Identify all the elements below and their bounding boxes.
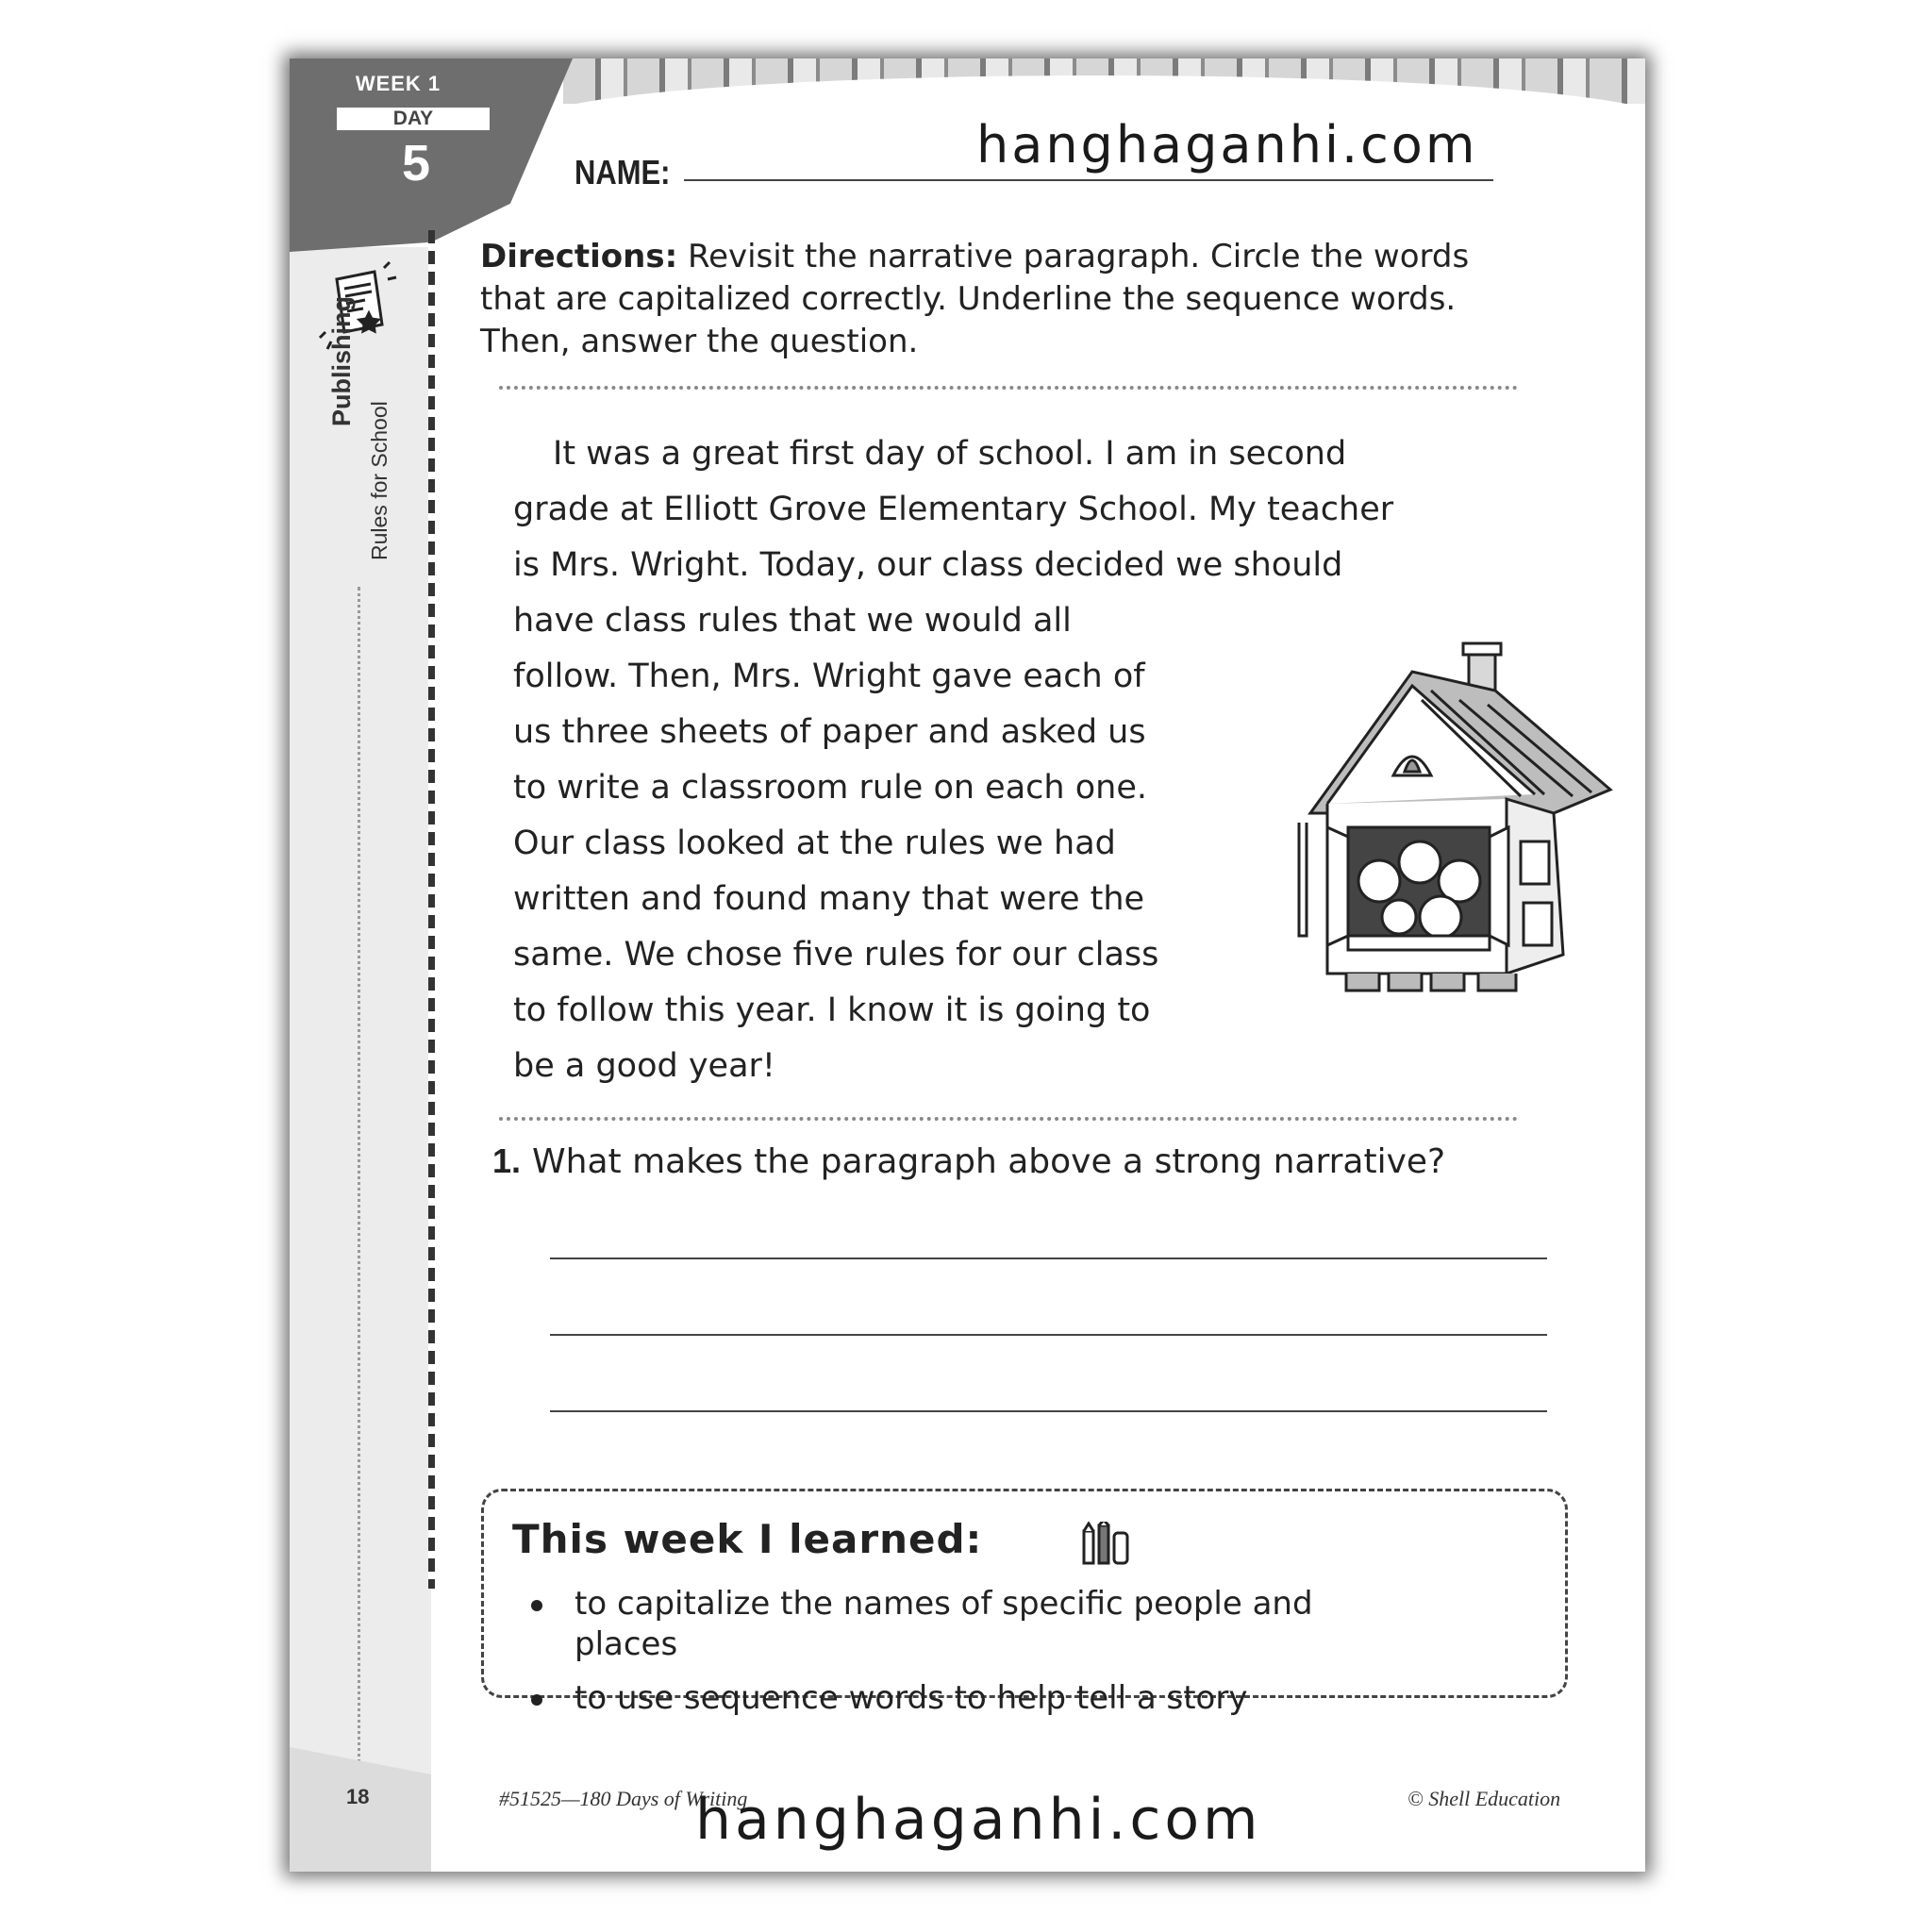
passage-line: follow. Then, Mrs. Wright gave each of <box>513 658 1145 695</box>
answer-line-1[interactable] <box>550 1257 1547 1259</box>
sidebar-dotted-line <box>358 587 360 1804</box>
passage-line: grade at Elliott Grove Elementary School. My teacher <box>513 491 1394 528</box>
passage-line: same. We chose five rules for our class <box>513 936 1159 974</box>
answer-line-3[interactable] <box>550 1410 1547 1412</box>
passage-line: us three sheets of paper and asked us <box>513 713 1146 751</box>
passage-line: It was a great first day of school. I am in second <box>553 435 1347 473</box>
passage-line: have class rules that we would all <box>513 602 1072 640</box>
learned-list <box>522 1584 1541 1732</box>
category-label: Publishing <box>327 296 356 426</box>
footer-copyright: © Shell Education <box>1407 1787 1561 1810</box>
week-label: WEEK 1 <box>355 72 441 95</box>
day-number: 5 <box>401 135 431 192</box>
directions-text: Revisit the narrative paragraph. Circle the words that are capitalized correctly. Underline the sequence words. Then, answer the question. <box>480 238 1470 360</box>
watermark-bottom: hanghaganhi.com <box>695 1787 1262 1853</box>
passage-line: is Mrs. Wright. Today, our class decided we should <box>513 546 1343 584</box>
question-text: What makes the paragraph above a strong narrative? <box>532 1142 1446 1181</box>
question-1 <box>492 1141 1445 1181</box>
page-number: 18 <box>346 1785 370 1808</box>
learned-title: This week I learned: <box>512 1516 983 1562</box>
watermark-top: hanghaganhi.com <box>976 115 1478 175</box>
directions-label: Directions: <box>480 238 678 275</box>
passage-line: to write a classroom rule on each one. <box>513 769 1147 807</box>
passage-line: to follow this year. I know it is going to <box>513 991 1151 1029</box>
topic-label: Rules for School <box>367 401 391 560</box>
passage-line: Our class looked at the rules we had <box>513 824 1116 862</box>
learned-item: to use sequence words to help tell a story <box>522 1678 1541 1719</box>
learned-box <box>481 1489 1568 1717</box>
name-input-line[interactable] <box>684 179 1493 181</box>
sidebar <box>290 247 431 1872</box>
worksheet-page <box>290 58 1645 1872</box>
sidebar-dashed-rule <box>428 230 435 1589</box>
school-house-illustration <box>1290 634 1620 1011</box>
pencils-icon <box>1080 1522 1131 1569</box>
footer-book-id: #51525—180 Days of Writing <box>499 1787 748 1810</box>
divider-dotted-top <box>499 386 1518 390</box>
directions <box>480 236 1518 363</box>
day-label: DAY <box>337 108 490 130</box>
divider-dotted-bottom <box>499 1117 1518 1121</box>
passage-line: written and found many that were the <box>513 880 1145 918</box>
passage-line: be a good year! <box>513 1047 775 1085</box>
name-label: NAME: <box>575 153 671 192</box>
question-number: 1. <box>492 1141 522 1180</box>
answer-line-2[interactable] <box>550 1334 1547 1336</box>
learned-item: to capitalize the names of specific people and places <box>522 1584 1424 1665</box>
